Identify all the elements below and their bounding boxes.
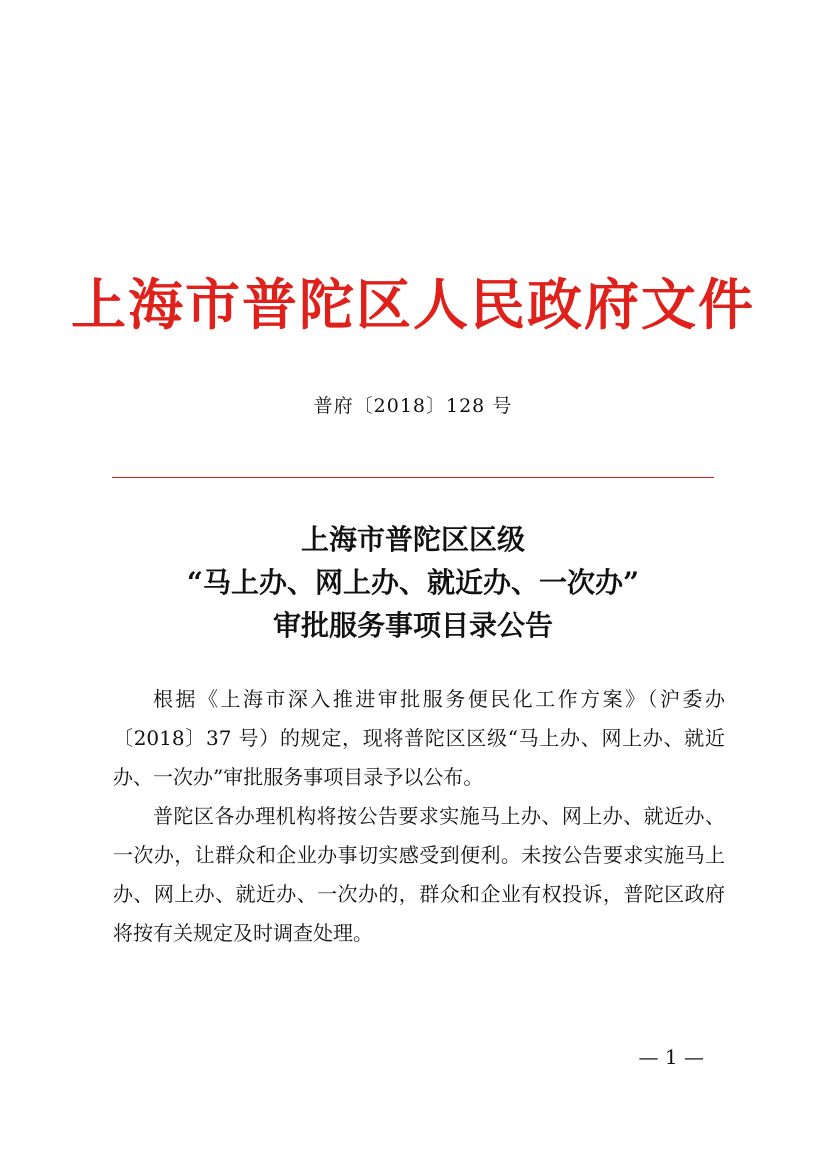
red-divider-line <box>112 477 714 478</box>
title-line-2: “马上办、网上办、就近办、一次办” <box>186 566 640 599</box>
title-line-3: 审批服务事项目录公告 <box>272 609 553 642</box>
body-text <box>113 680 725 953</box>
body-paragraph-1: 根据《上海市深入推进审批服务便民化工作方案》（沪委办〔2018〕37 号）的规定，现将普陀区区级“马上办、网上办、就近办、一次办”审批服务事项目录予以公布。 <box>113 687 725 789</box>
page-number: — 1 — <box>638 1045 704 1069</box>
title-line-1: 上海市普陀区区级 <box>300 523 525 556</box>
masthead-title: 上海市普陀区人民政府文件 <box>70 272 755 337</box>
document-number: 普府〔2018〕128 号 <box>313 395 513 417</box>
body-paragraph-2: 普陀区各办理机构将按公告要求实施马上办、网上办、就近办、一次办，让群众和企业办事切实感受到便利。未按公告要求实施马上办、网上办、就近办、一次办的，群众和企业有权投诉，普陀区政府将按有关规定及时调查处理。 <box>113 804 725 945</box>
announcement-title <box>0 518 826 647</box>
